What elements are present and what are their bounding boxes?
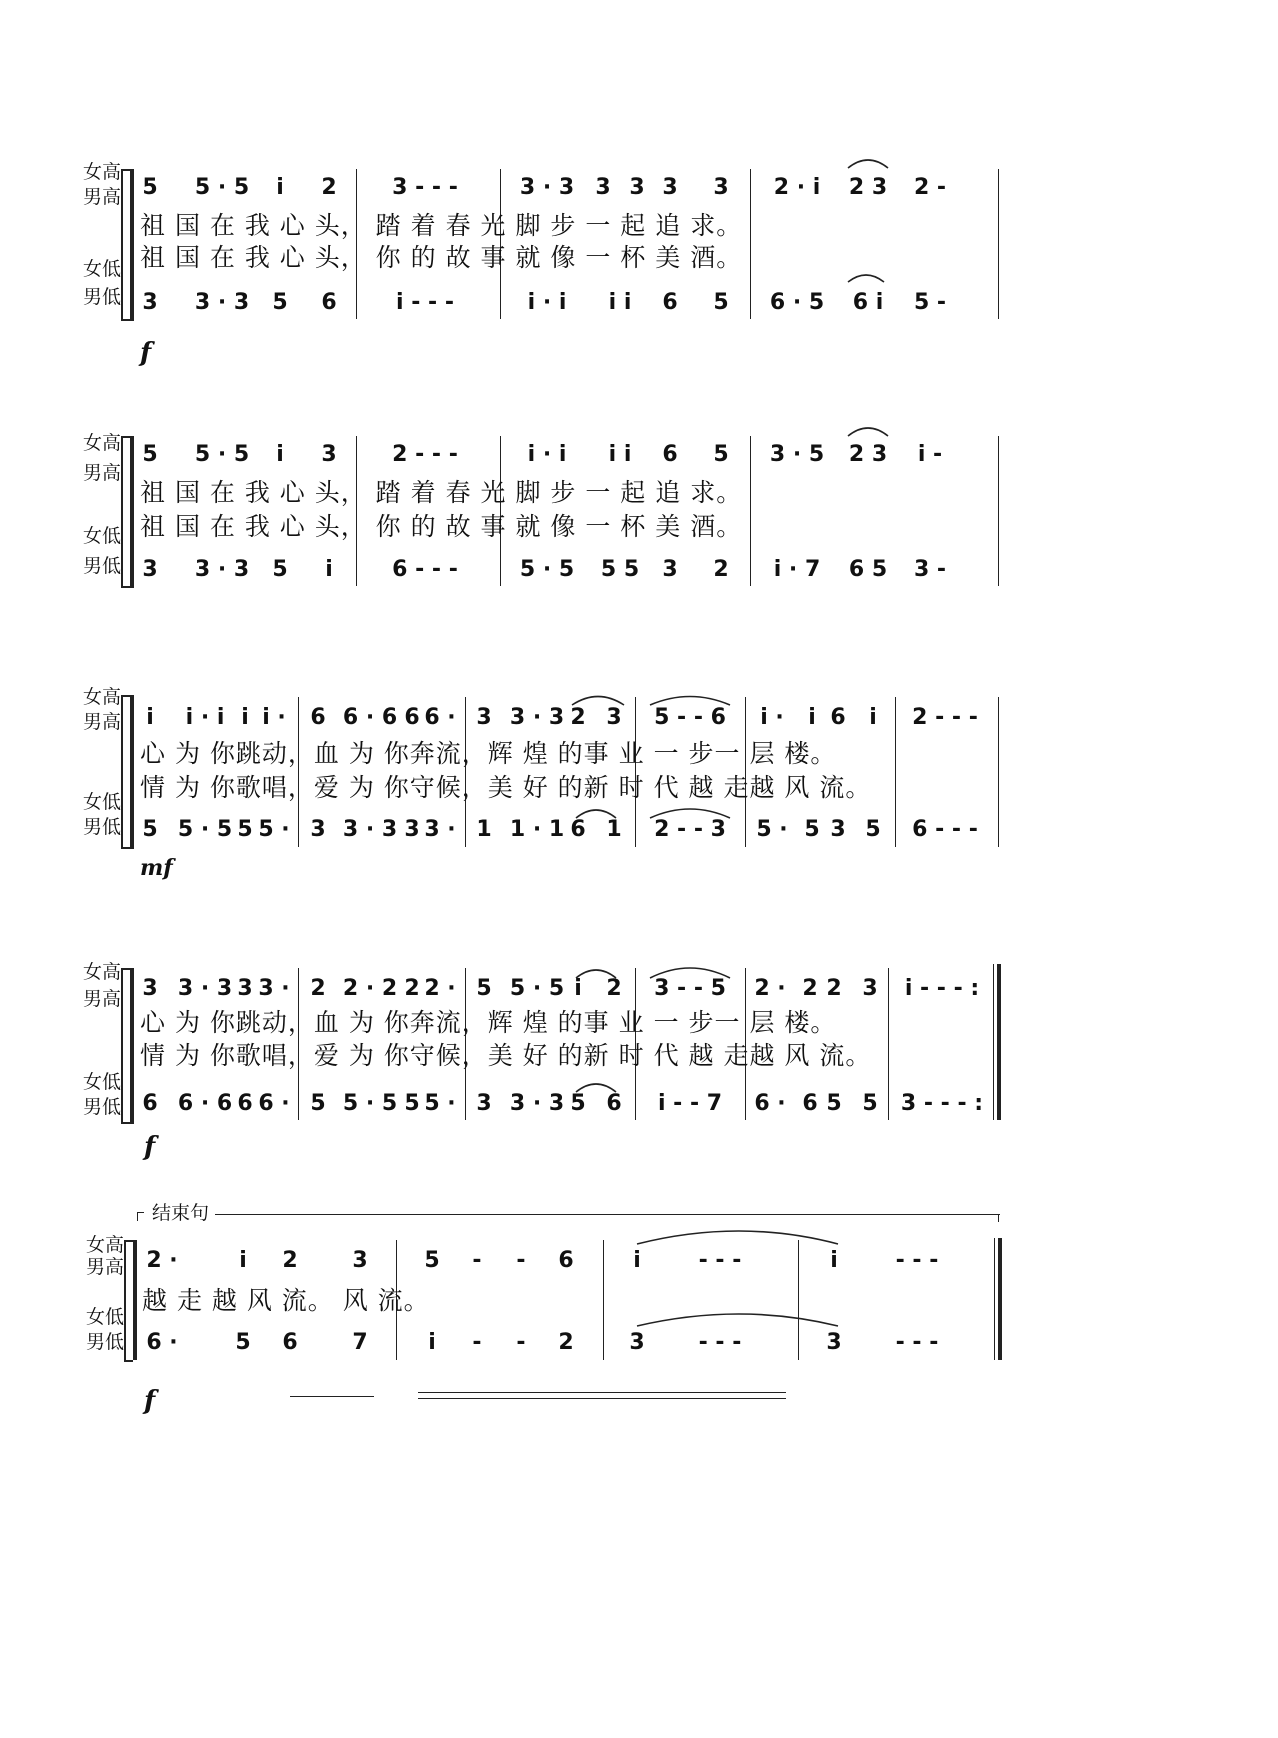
note-lower: 2	[558, 1330, 574, 1355]
note-lower: 3	[142, 557, 158, 582]
note-lower: i	[325, 557, 333, 582]
note-lower: i i	[608, 290, 632, 315]
note-lower: 2	[713, 557, 729, 582]
note-upper: 3	[352, 1248, 368, 1273]
note-lower: 3 -	[913, 557, 947, 582]
slur	[576, 810, 616, 818]
note-upper: 2 · 2	[342, 976, 398, 1001]
note-upper: 2 3	[848, 442, 888, 467]
lyrics-verse-2: 情 为 你歌唱，爱 为 你守候，美 好 的新 时 代 越 走越 风 流。	[140, 1041, 872, 1070]
note-lower: 5	[862, 1091, 878, 1116]
note-lower: 5	[310, 1091, 326, 1116]
note-lower: i - - 7	[657, 1091, 723, 1116]
note-lower: 3 · 3	[342, 817, 398, 842]
note-upper: 3	[237, 976, 253, 1001]
note-upper: - - -	[895, 1248, 939, 1273]
note-upper: i ·	[262, 705, 286, 730]
part-label-soprano: 女高	[83, 686, 122, 708]
note-lower: - - -	[895, 1330, 939, 1355]
note-upper: 3 · 3	[519, 175, 575, 200]
note-lower: 6 - - -	[912, 817, 978, 842]
note-upper: 2 - - -	[912, 705, 978, 730]
note-upper: 2	[282, 1248, 298, 1273]
note-upper: 3	[606, 705, 622, 730]
note-upper: i	[830, 1248, 838, 1273]
note-lower: 3 · 3	[194, 557, 250, 582]
note-upper: i · i	[185, 705, 225, 730]
part-label-alto: 女低	[83, 1071, 122, 1093]
note-lower: 5 -	[913, 290, 947, 315]
part-label-tenor: 男高	[83, 462, 122, 484]
note-upper: 2 - - -	[392, 442, 458, 467]
slur	[650, 697, 730, 706]
note-upper: 3	[142, 976, 158, 1001]
note-lower: 3 - - - :	[900, 1091, 984, 1116]
note-upper: - - -	[698, 1248, 742, 1273]
note-lower: 5	[272, 290, 288, 315]
note-lower: i · 7	[773, 557, 821, 582]
note-upper: i	[869, 705, 877, 730]
note-lower: 5	[235, 1330, 251, 1355]
note-lower: 3	[830, 817, 846, 842]
note-lower: - - -	[698, 1330, 742, 1355]
lyrics-verse-2: 祖 国 在 我 心 头， 你 的 故 事 就 像 一 杯 美 酒。	[140, 512, 743, 541]
note-lower: 3	[310, 817, 326, 842]
note-lower: 5	[865, 817, 881, 842]
slur	[848, 160, 888, 168]
slur	[576, 1084, 616, 1092]
note-upper: 6 · 6	[342, 705, 398, 730]
part-label-tenor: 男高	[83, 186, 122, 208]
note-upper: i ·	[760, 705, 784, 730]
note-upper: 5	[142, 442, 158, 467]
note-lower: 5 · 5	[177, 817, 233, 842]
slur	[650, 968, 730, 978]
note-upper: i	[276, 442, 284, 467]
note-lower: 6	[142, 1091, 158, 1116]
note-upper: 5 · 5	[194, 442, 250, 467]
dynamic-marking: mf	[140, 855, 173, 881]
dynamic-marking: f	[144, 1386, 156, 1416]
note-lower: 3 · 3	[509, 1091, 565, 1116]
note-upper: i	[239, 1248, 247, 1273]
note-upper: 6	[310, 705, 326, 730]
note-upper: 5	[424, 1248, 440, 1273]
note-lower: 6	[802, 1091, 818, 1116]
note-lower: 1	[606, 817, 622, 842]
note-lower: 5 5	[600, 557, 640, 582]
lyrics-verse-1: 心 为 你跳动，血 为 你奔流，辉 煌 的事 业 一 步一 层 楼。	[140, 1008, 837, 1037]
note-lower: 1	[476, 817, 492, 842]
note-lower: 5 ·	[424, 1091, 456, 1116]
note-lower: 5 ·	[258, 817, 290, 842]
note-upper: 2 ·	[424, 976, 456, 1001]
slur	[848, 275, 884, 282]
part-label-alto: 女低	[83, 258, 122, 280]
note-upper: 3	[476, 705, 492, 730]
note-lower: 7	[352, 1330, 368, 1355]
note-lower: 3	[476, 1091, 492, 1116]
note-lower: 3	[826, 1330, 842, 1355]
note-upper: 3 - - 5	[654, 976, 726, 1001]
lyrics-verse-1: 祖 国 在 我 心 头， 踏 着 春 光 脚 步 一 起 追 求。	[140, 478, 743, 507]
part-label-soprano: 女高	[83, 161, 122, 183]
note-upper: 3	[595, 175, 611, 200]
lyrics-verse-1: 祖 国 在 我 心 头， 踏 着 春 光 脚 步 一 起 追 求。	[140, 211, 743, 240]
part-label-soprano: 女高	[83, 432, 122, 454]
note-upper: 2 3	[848, 175, 888, 200]
note-lower: 3	[629, 1330, 645, 1355]
note-lower: 5 · 5	[519, 557, 575, 582]
note-lower: 5	[142, 817, 158, 842]
note-lower: 5 ·	[756, 817, 788, 842]
note-upper: 3	[662, 175, 678, 200]
part-label-bass: 男低	[83, 555, 122, 577]
note-upper: 5 · 5	[509, 976, 565, 1001]
note-upper: 6	[662, 442, 678, 467]
note-upper: i · i	[527, 442, 567, 467]
note-lower: 6	[321, 290, 337, 315]
note-lower: -	[472, 1330, 482, 1355]
note-upper: 3 · 5	[769, 442, 825, 467]
note-upper: 2	[570, 705, 586, 730]
note-upper: 5	[476, 976, 492, 1001]
note-upper: 6 ·	[424, 705, 456, 730]
note-upper: i	[146, 705, 154, 730]
part-label-soprano: 女高	[86, 1234, 125, 1256]
part-label-soprano: 女高	[83, 961, 122, 983]
note-upper: 3	[629, 175, 645, 200]
note-upper: i	[241, 705, 249, 730]
lyrics-verse-1: 心 为 你跳动，血 为 你奔流，辉 煌 的事 业 一 步一 层 楼。	[140, 739, 837, 768]
note-upper: 2	[321, 175, 337, 200]
note-upper: 3 · 3	[177, 976, 233, 1001]
note-upper: 2	[826, 976, 842, 1001]
note-upper: i	[633, 1248, 641, 1273]
part-label-bass: 男低	[83, 816, 122, 838]
note-lower: 3	[404, 817, 420, 842]
note-lower: 6 i	[852, 290, 884, 315]
note-lower: 5	[237, 817, 253, 842]
note-upper: 3	[862, 976, 878, 1001]
note-lower: 6	[282, 1330, 298, 1355]
note-upper: -	[472, 1248, 482, 1273]
note-lower: 6 - - -	[392, 557, 458, 582]
note-upper: 2 · i	[773, 175, 821, 200]
note-lower: 5	[826, 1091, 842, 1116]
note-upper: 3	[713, 175, 729, 200]
note-upper: 2	[404, 976, 420, 1001]
note-upper: i i	[608, 442, 632, 467]
note-lower: 6	[662, 290, 678, 315]
note-upper: 5	[713, 442, 729, 467]
slur	[848, 428, 888, 436]
note-upper: 2 ·	[146, 1248, 178, 1273]
note-lower: 6 · 6	[177, 1091, 233, 1116]
note-lower: i · i	[527, 290, 567, 315]
part-label-bass: 男低	[83, 286, 122, 308]
note-upper: i	[276, 175, 284, 200]
note-upper: 3	[321, 442, 337, 467]
note-upper: i - - - :	[904, 976, 980, 1001]
note-upper: 2 -	[913, 175, 947, 200]
note-upper: i	[574, 976, 582, 1001]
note-upper: 2	[802, 976, 818, 1001]
note-lower: 5	[272, 557, 288, 582]
note-lower: 6	[606, 1091, 622, 1116]
note-lower: 6 · 5	[769, 290, 825, 315]
lyrics-verse-2: 情 为 你歌唱，爱 为 你守候，美 好 的新 时 代 越 走越 风 流。	[140, 773, 872, 802]
note-lower: 5	[804, 817, 820, 842]
part-label-bass: 男低	[86, 1331, 125, 1353]
note-upper: 2 ·	[754, 976, 786, 1001]
note-lower: 3 · 3	[194, 290, 250, 315]
note-upper: 6	[404, 705, 420, 730]
note-upper: 2	[310, 976, 326, 1001]
note-lower: i - - -	[396, 290, 454, 315]
slur	[650, 809, 730, 818]
slur	[637, 1314, 838, 1326]
note-lower: 3	[142, 290, 158, 315]
note-lower: 1 · 1	[509, 817, 565, 842]
part-label-alto: 女低	[86, 1306, 125, 1328]
note-lower: 6 ·	[754, 1091, 786, 1116]
lyrics-coda: 越 走 越 风 流。 风 流。	[142, 1286, 430, 1315]
note-upper: 5 · 5	[194, 175, 250, 200]
note-lower: 3	[662, 557, 678, 582]
lyrics-verse-2: 祖 国 在 我 心 头， 你 的 故 事 就 像 一 杯 美 酒。	[140, 243, 743, 272]
note-lower: 6 ·	[146, 1330, 178, 1355]
dynamic-marking: f	[140, 338, 152, 368]
slur	[572, 697, 624, 706]
note-lower: 5	[404, 1091, 420, 1116]
slur	[637, 1231, 838, 1244]
dynamic-marking: f	[144, 1132, 156, 1162]
part-label-tenor: 男高	[83, 988, 122, 1010]
part-label-alto: 女低	[83, 525, 122, 547]
note-lower: i	[428, 1330, 436, 1355]
note-lower: 5	[713, 290, 729, 315]
note-upper: i -	[917, 442, 943, 467]
note-lower: 5 · 5	[342, 1091, 398, 1116]
note-upper: 3 ·	[258, 976, 290, 1001]
slur	[576, 970, 616, 978]
note-lower: -	[516, 1330, 526, 1355]
note-lower: 6	[570, 817, 586, 842]
note-lower: 6	[237, 1091, 253, 1116]
note-upper: 6	[558, 1248, 574, 1273]
part-label-alto: 女低	[83, 791, 122, 813]
part-label-bass: 男低	[83, 1096, 122, 1118]
note-upper: -	[516, 1248, 526, 1273]
part-label-tenor: 男高	[83, 711, 122, 733]
note-lower: 5	[570, 1091, 586, 1116]
part-label-tenor: 男高	[86, 1256, 125, 1278]
note-lower: 3 ·	[424, 817, 456, 842]
note-upper: 2	[606, 976, 622, 1001]
note-upper: 3 - - -	[392, 175, 458, 200]
coda-heading: 结束句	[152, 1202, 210, 1224]
note-upper: 6	[830, 705, 846, 730]
note-lower: 6 5	[848, 557, 888, 582]
note-upper: 5 - - 6	[654, 705, 726, 730]
note-upper: i	[808, 705, 816, 730]
note-lower: 6 ·	[258, 1091, 290, 1116]
note-upper: 3 · 3	[509, 705, 565, 730]
note-upper: 5	[142, 175, 158, 200]
note-lower: 2 - - 3	[654, 817, 726, 842]
